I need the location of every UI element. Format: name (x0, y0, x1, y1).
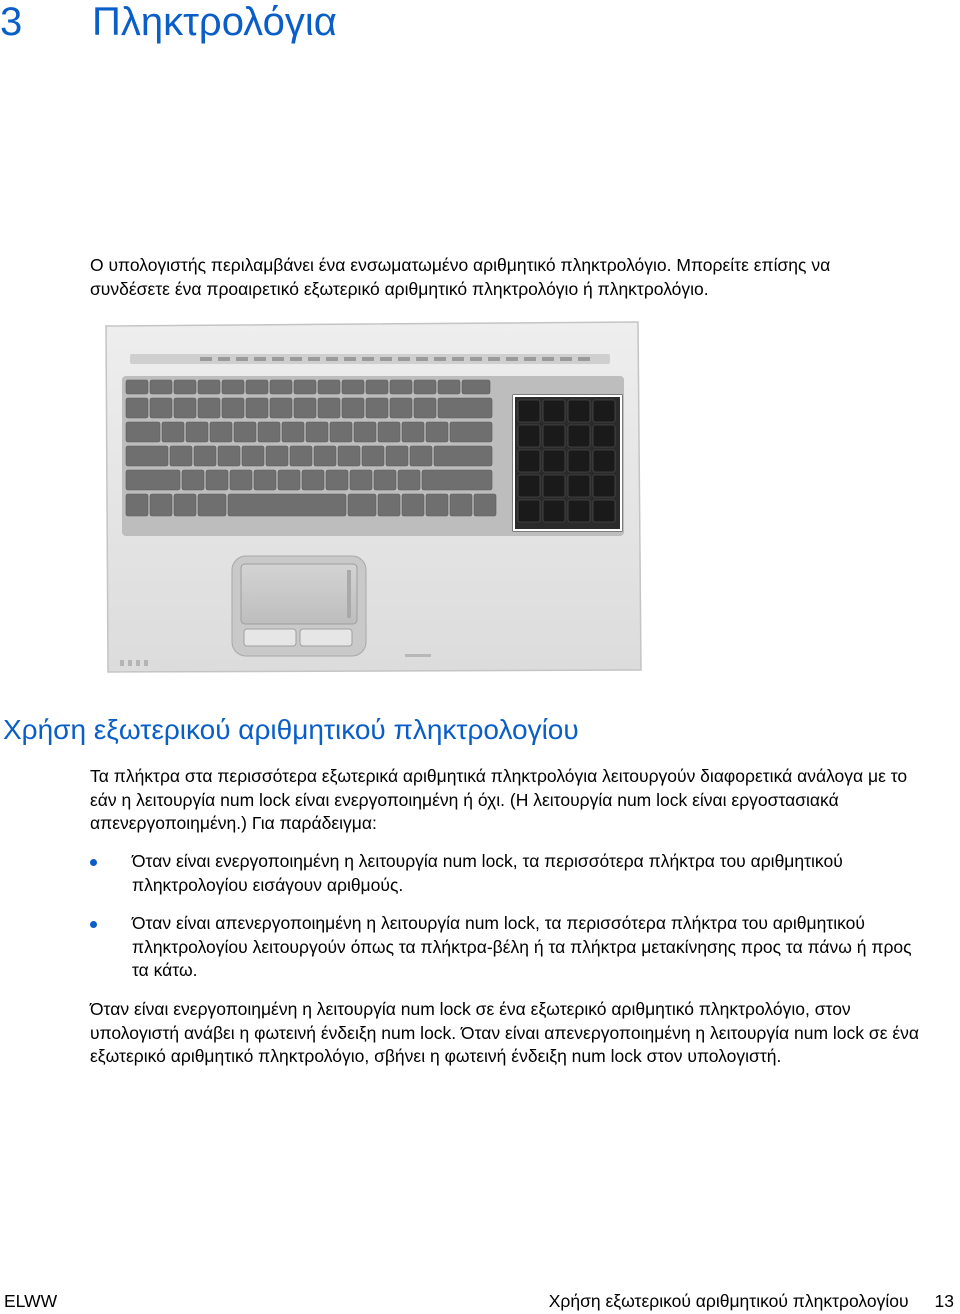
keyboard-key (342, 380, 364, 394)
numpad-key (568, 450, 590, 472)
function-key (344, 357, 356, 361)
keyboard-key (462, 380, 490, 394)
function-key (416, 357, 428, 361)
closing-paragraph: Όταν είναι ενεργοποιημένη η λειτουργία num lock σε ένα εξωτερικό αριθμητικό πληκτρολόγιο, στον υπολογιστή ανάβει η φωτεινή ένδειξη num lock. Όταν είναι απενεργοποιημένη η λειτουργία num lock σε ένα εξωτερικό αριθμητικό πληκτρολόγιο, σβήνει η φωτεινή ένδειξη num lock στον υπολογιστή. (90, 999, 920, 1066)
footer-doc-code: ELWW (4, 1291, 58, 1311)
keyboard-key (126, 470, 180, 490)
keyboard-key (386, 446, 408, 466)
function-key (434, 357, 446, 361)
keyboard-key (378, 422, 400, 442)
list-item (90, 912, 930, 983)
keyboard-key (254, 470, 276, 490)
keyboard-key (414, 398, 436, 418)
keyboard-key (198, 398, 220, 418)
keyboard-key (170, 446, 192, 466)
keyboard-key (398, 470, 420, 490)
function-key (506, 357, 518, 361)
keyboard-key (434, 446, 492, 466)
numpad-key (593, 500, 615, 522)
keyboard-key (126, 446, 168, 466)
keyboard-illustration (100, 320, 645, 675)
numpad-key (518, 450, 540, 472)
keyboard-key (222, 398, 244, 418)
keyboard-key (348, 494, 376, 516)
page-footer (0, 1290, 960, 1312)
numpad-key (568, 400, 590, 422)
keyboard-key (306, 422, 328, 442)
keyboard-key (294, 380, 316, 394)
function-key (524, 357, 536, 361)
page-number: 13 (934, 1291, 954, 1311)
keyboard-key (234, 422, 256, 442)
numpad-key (518, 475, 540, 497)
keyboard-key (278, 470, 300, 490)
keyboard-key (438, 380, 460, 394)
keyboard-key (438, 398, 492, 418)
keyboard-key (414, 380, 436, 394)
keyboard-key (150, 380, 172, 394)
keyboard-key (174, 380, 196, 394)
keyboard-key (450, 422, 492, 442)
keyboard-key (378, 494, 400, 516)
bullet-icon (90, 859, 97, 866)
function-key (380, 357, 392, 361)
keyboard-key (362, 446, 384, 466)
keyboard-key (318, 380, 340, 394)
section-paragraph: Τα πλήκτρα στα περισσότερα εξωτερικά αριθμητικά πληκτρολόγια λειτουργούν διαφορετικά ανάλογα με το εάν η λειτουργία num lock είναι ενεργοποιημένη ή όχι. (Η λειτουργία num lock είναι εργοστασιακά απενεργοποιημένη.) Για παράδειγμα: (90, 766, 908, 833)
numpad-key (593, 475, 615, 497)
keyboard-key (228, 494, 346, 516)
intro-paragraph: Ο υπολογιστής περιλαμβάνει ένα ενσωματωμένο αριθμητικό πληκτρολόγιο. Μπορείτε επίσης να συνδέσετε ένα προαιρετικό εξωτερικό αριθμητικό πληκτρολόγιο ή πληκτρολόγιο. (90, 255, 831, 299)
keyboard-key (338, 446, 360, 466)
keyboard-key (162, 422, 184, 442)
keyboard-key (242, 446, 264, 466)
keyboard-key (270, 398, 292, 418)
numpad-key (593, 400, 615, 422)
function-key (542, 357, 554, 361)
numpad-key (543, 400, 565, 422)
numpad-key (518, 500, 540, 522)
keyboard-key (402, 494, 424, 516)
function-key (326, 357, 338, 361)
function-key (560, 357, 572, 361)
function-key (452, 357, 464, 361)
numpad-key (568, 425, 590, 447)
keyboard-key (426, 494, 448, 516)
keyboard-key (150, 398, 172, 418)
keyboard-key (294, 398, 316, 418)
keyboard-key (126, 380, 148, 394)
function-key (218, 357, 230, 361)
keyboard-key (410, 446, 432, 466)
keyboard-key (198, 380, 220, 394)
list-item-text: Όταν είναι απενεργοποιημένη η λειτουργία num lock, τα περισσότερα πλήκτρα του αριθμητικού πληκτρολογίου λειτουργούν όπως τα πλήκτρα-βέλη ή τα πλήκτρα μετακίνησης προς τα πάνω ή προς τα κάτω. (132, 913, 912, 980)
numpad-key (543, 450, 565, 472)
keyboard-key (450, 494, 472, 516)
keyboard-key (302, 470, 324, 490)
keyboard-key (246, 380, 268, 394)
keyboard-key (186, 422, 208, 442)
function-key (470, 357, 482, 361)
section-title: Χρήση εξωτερικού αριθμητικού πληκτρολογίου (3, 714, 579, 745)
keyboard-key (150, 494, 172, 516)
keyboard-key (182, 470, 204, 490)
keyboard-key (474, 494, 496, 516)
numpad-key (518, 425, 540, 447)
function-key (200, 357, 212, 361)
keyboard-key (222, 380, 244, 394)
keyboard-key (350, 470, 372, 490)
keyboard-key (374, 470, 396, 490)
function-key (398, 357, 410, 361)
keyboard-key (126, 398, 148, 418)
footer-section: Χρήση εξωτερικού αριθμητικού πληκτρολογίου (548, 1291, 909, 1311)
keyboard-key (210, 422, 232, 442)
list-item (90, 850, 930, 897)
keyboard-key (174, 494, 196, 516)
keyboard-key (206, 470, 228, 490)
keyboard-key (126, 422, 160, 442)
function-key (254, 357, 266, 361)
function-key (236, 357, 248, 361)
keyboard-key (218, 446, 240, 466)
numpad-key (568, 500, 590, 522)
numpad-key (543, 425, 565, 447)
keyboard-key (290, 446, 312, 466)
keyboard-key (270, 380, 292, 394)
numpad-key (518, 400, 540, 422)
function-key (308, 357, 320, 361)
numpad-key (543, 500, 565, 522)
keyboard-key (342, 398, 364, 418)
keyboard-key (366, 398, 388, 418)
keyboard-key (174, 398, 196, 418)
keyboard-key (318, 398, 340, 418)
keyboard-key (282, 422, 304, 442)
keyboard-key (366, 380, 388, 394)
keyboard-key (314, 446, 336, 466)
numpad-key (593, 425, 615, 447)
chapter-number: 3 (0, 0, 23, 44)
function-key (488, 357, 500, 361)
bullet-icon (90, 921, 97, 928)
function-key (290, 357, 302, 361)
keyboard-key (246, 398, 268, 418)
keyboard-key (126, 494, 148, 516)
chapter-title: Πληκτρολόγια (92, 0, 337, 44)
keyboard-key (426, 422, 448, 442)
numpad-key (543, 475, 565, 497)
keyboard-key (402, 422, 424, 442)
keyboard-key (330, 422, 352, 442)
keyboard-key (198, 494, 226, 516)
keyboard-key (194, 446, 216, 466)
function-key (578, 357, 590, 361)
keyboard-key (230, 470, 252, 490)
keyboard-key (326, 470, 348, 490)
chapter-heading (0, 0, 337, 44)
numpad-key (568, 475, 590, 497)
function-key (272, 357, 284, 361)
keyboard-key (266, 446, 288, 466)
keyboard-key (258, 422, 280, 442)
keyboard-key (422, 470, 492, 490)
list-item-text: Όταν είναι ενεργοποιημένη η λειτουργία num lock, τα περισσότερα πλήκτρα του αριθμητικού πληκτρολογίου εισάγουν αριθμούς. (132, 851, 843, 895)
footer-right (549, 1290, 954, 1312)
bullet-list (90, 850, 930, 998)
keyboard-key (390, 380, 412, 394)
function-key (362, 357, 374, 361)
numpad-key (593, 450, 615, 472)
keyboard-key (390, 398, 412, 418)
keyboard-key (354, 422, 376, 442)
